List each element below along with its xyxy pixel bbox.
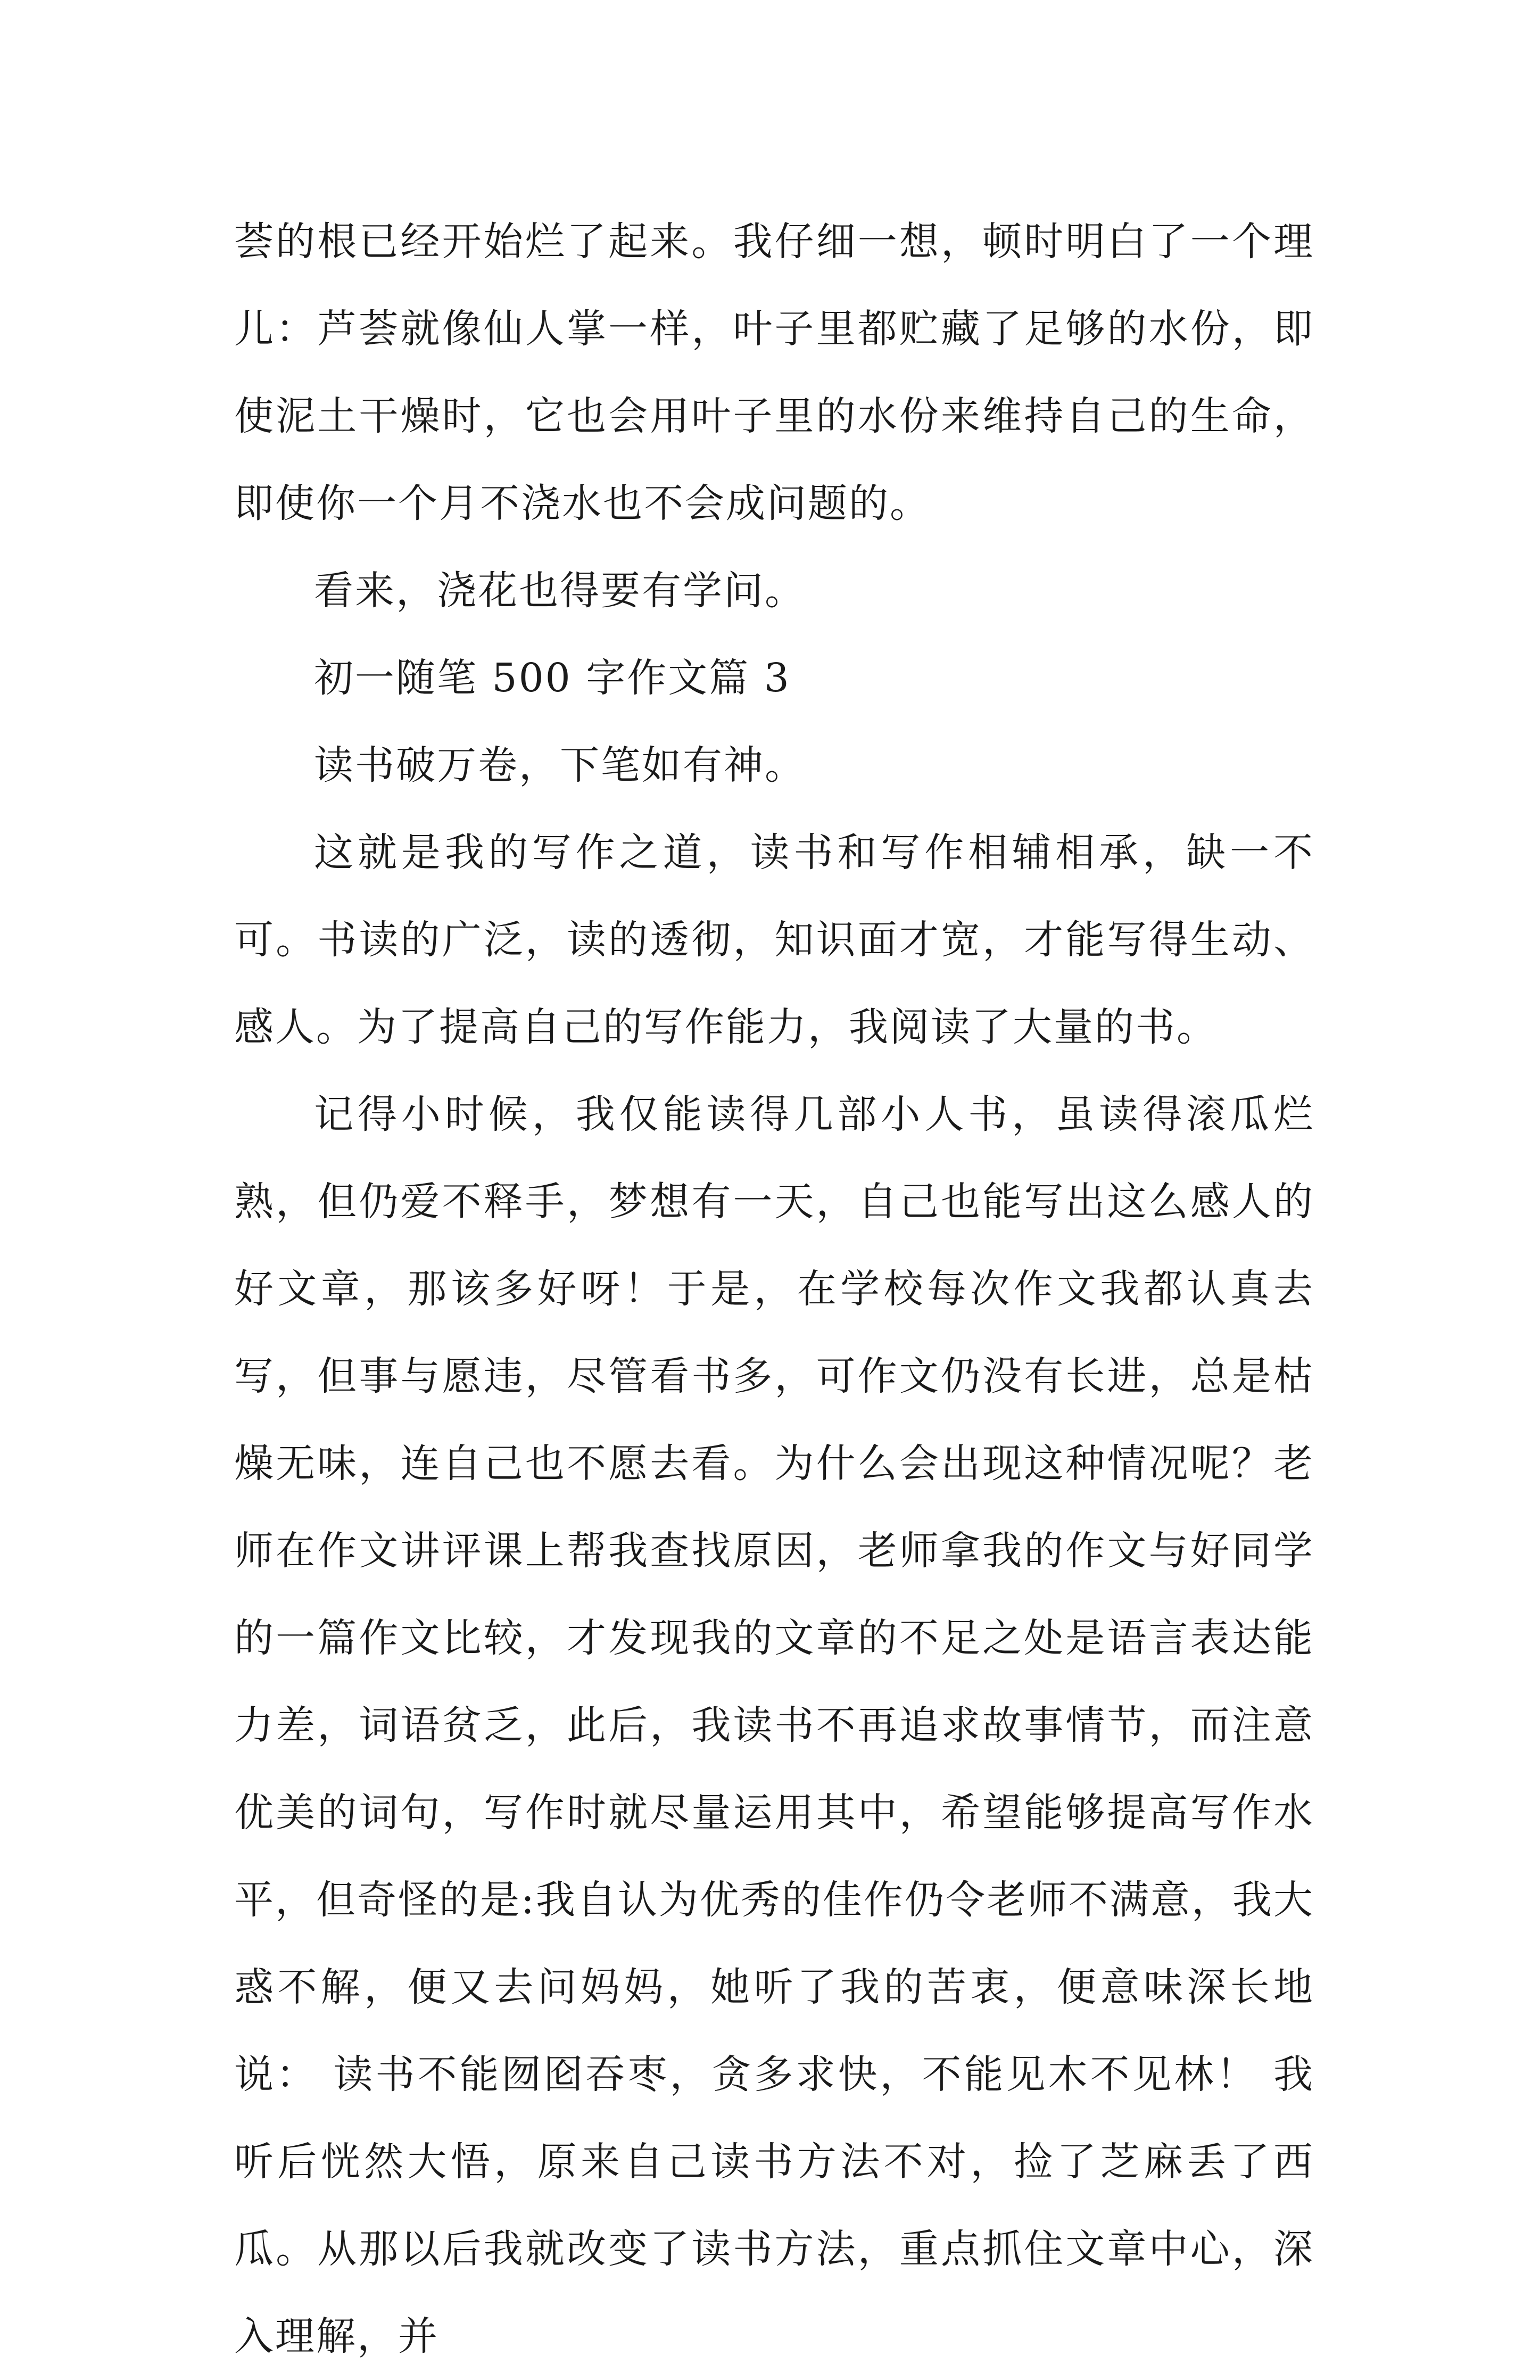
paragraph-watering-knowledge: 看来，浇花也得要有学问。 xyxy=(314,568,806,614)
essay-body xyxy=(234,198,1314,2380)
essay-heading: 初一随笔 500 字作文篇 3 xyxy=(314,655,791,701)
paragraph-childhood-reading: 记得小时候，我仅能读得几部小人书，虽读得滚瓜烂熟，但仍爱不释手，梦想有一天，自己也能写出这么感人的好文章，那该多好呀！于是，在学校每次作文我都认真去写，但事与愿违，尽管看书多，可作文仍没有长进，总是枯燥无味，连自己也不愿去看。为什么会出现这种情况呢？老师在作文讲评课上帮我查找原因，老师拿我的作文与好同学的一篇作文比较，才发现我的文章的不足之处是语言表达能力差，词语贫乏，此后，我读书不再追求故事情节，而注意优美的词句，写作时就尽量运用其中，希望能够提高写作水平，但奇怪的是:我自认为优秀的佳作仍令老师不满意，我大惑不解，便又去问妈妈，她听了我的苦衷，便意味深长地说： 读书不能囫囵吞枣，贪多求快，不能见木不见林！ 我听后恍然大悟，原来自己读书方法不对，捡了芝麻丢了西瓜。从那以后我就改变了读书方法，重点抓住文章中心，深入理解，并 xyxy=(234,1092,1314,2359)
paragraph-writing-way: 这就是我的写作之道，读书和写作相辅相承，缺一不可。书读的广泛，读的透彻，知识面才宽，才能写得生动、感人。为了提高自己的写作能力，我阅读了大量的书。 xyxy=(234,830,1314,1050)
paragraph-proverb: 读书破万卷，下笔如有神。 xyxy=(314,742,806,788)
paragraph-aloe-roots: 荟的根已经开始烂了起来。我仔细一想，顿时明白了一个理儿：芦荟就像仙人掌一样，叶子里都贮藏了足够的水份，即使泥土干燥时，它也会用叶子里的水份来维持自己的生命，即使你一个月不浇水也不会成问题的。 xyxy=(234,219,1314,526)
